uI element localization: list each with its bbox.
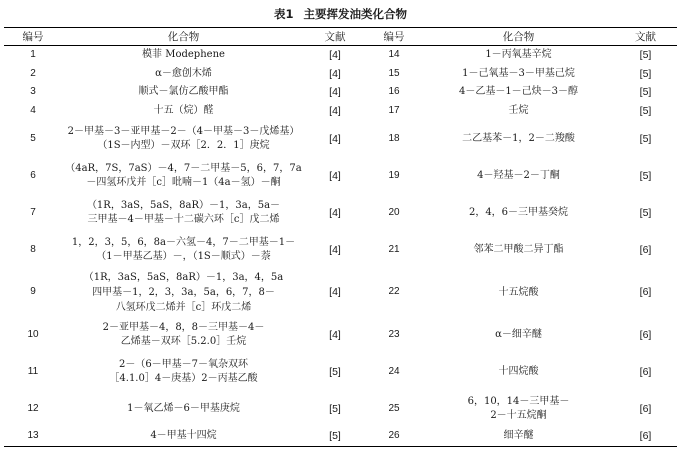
reference: [6]: [639, 328, 652, 341]
header-id-right: 编号: [383, 30, 405, 43]
compound-id: 16: [388, 86, 400, 98]
compound-name: 2，4，6－三甲基癸烷: [468, 206, 569, 218]
table-title: 主要挥发油类化合物: [303, 7, 407, 21]
reference: [4]: [329, 86, 341, 99]
compound-id: 23: [388, 328, 400, 340]
reference: [5]: [639, 206, 652, 219]
table-row: [4, 427, 677, 446]
reference: [5]: [639, 67, 652, 80]
reference: [4]: [329, 132, 341, 145]
table-caption: [0, 6, 681, 22]
compound-name: 十五烷酸: [498, 286, 539, 298]
reference: [6]: [639, 243, 652, 256]
compound-name: 顺式－氯仿乙酸甲酯: [138, 86, 229, 98]
table-row: [4, 157, 677, 194]
compound-name: （1R，3aS，5aS，8aR）－1，3a，4，5a 四甲基－1，2，3，3a，5a，6，7，8－ 八氢环戊二烯并［c］环戊二烯: [83, 271, 284, 313]
compound-id: 22: [388, 286, 400, 297]
compound-name: 壬烷: [508, 104, 529, 116]
compound-name: （4aR，7S，7aS）－4，7－二甲基－5，6，7，7a －四氢环戊并［c］吡喃－1（4a－氢）－酮: [65, 162, 302, 188]
compound-id: 15: [388, 67, 400, 79]
reference: [5]: [329, 365, 341, 378]
header-id-left: 编号: [22, 30, 44, 43]
compound-id: 10: [27, 328, 39, 340]
table-row: [4, 102, 677, 121]
compound-id: 4: [30, 104, 36, 116]
reference: [4]: [329, 49, 341, 62]
table-row: [4, 65, 677, 84]
table-row: [4, 316, 677, 353]
compound-name: α－细辛醚: [495, 328, 542, 340]
compound-id: 21: [388, 243, 400, 255]
compound-name: 1－丙氧基辛烷: [485, 49, 552, 61]
compound-id: 2: [30, 67, 36, 79]
compound-id: 13: [27, 430, 39, 442]
header-ref-left: 文献: [324, 30, 346, 43]
compound-name: 4－羟基－2－丁酮: [477, 169, 560, 181]
compound-id: 19: [388, 169, 400, 181]
compound-id: 18: [388, 132, 400, 144]
reference: [5]: [639, 104, 652, 117]
reference: [5]: [639, 86, 652, 99]
reference: [4]: [329, 169, 341, 182]
table-row: [4, 83, 677, 102]
compound-name: 十五（烷）醛: [153, 104, 214, 116]
header-row: [4, 28, 677, 46]
compound-id: 12: [27, 402, 39, 414]
header-ref-right: 文献: [635, 30, 656, 43]
table-row: [4, 268, 677, 316]
compound-name: 2－甲基－3－亚甲基－2－（4－甲基－3－戊烯基） （1S－内型）－双环［2．2．1］庚烷: [67, 125, 300, 151]
compound-id: 26: [388, 430, 400, 442]
compound-id: 17: [388, 104, 400, 116]
compound-id: 7: [30, 206, 36, 218]
compound-name: 十四烷酸: [498, 365, 539, 377]
reference: [6]: [639, 286, 652, 298]
reference: [5]: [639, 132, 652, 145]
table-row: [4, 231, 677, 268]
compound-name: 邻苯二甲酸二异丁酯: [473, 243, 564, 255]
compound-name: 6，10，14－三甲基－ 2－十五烷酮: [467, 395, 570, 421]
compound-id: 8: [30, 243, 36, 255]
compound-name: 1，2，3，5，6，8a－六氢－4，7－二甲基－1－ （1－甲基乙基）－，（1S－顺式）－萘: [71, 236, 296, 262]
compound-id: 14: [388, 49, 400, 61]
compound-name: 细辛醚: [503, 430, 534, 442]
reference: [4]: [329, 206, 341, 219]
compound-id: 11: [27, 365, 39, 377]
header-compound-right: 化合物: [502, 30, 535, 43]
reference: [4]: [329, 286, 341, 298]
table-row: [4, 353, 677, 390]
compound-id: 1: [30, 49, 36, 61]
compound-name: 1－己氧基－3－甲基己烷: [462, 67, 575, 79]
compound-name: 4－乙基－1－己炔－3－醇: [458, 86, 579, 98]
table-row: [4, 194, 677, 231]
compound-name: 模菲 Modephene: [142, 49, 225, 61]
reference: [6]: [639, 430, 652, 443]
compound-id: 25: [388, 402, 400, 414]
reference: [5]: [329, 402, 341, 415]
compound-id: 5: [30, 132, 36, 144]
compound-name: 2－亚甲基－4，8，8－三甲基－4－ 乙烯基－双环［5.2.0］壬烷: [102, 321, 265, 347]
compound-name: 4－甲基十四烷: [150, 430, 217, 442]
table-number: 表1: [273, 7, 294, 21]
compound-name: α－愈创木烯: [155, 67, 212, 79]
compound-name: （1R，3aS，5aS，8aR）－1，3a，5a－ 三甲基－4－甲基－十二碳六环［c］戊二烯: [86, 199, 281, 225]
compound-name: 二乙基苯－1，2－二羧酸: [462, 132, 575, 144]
table-row: [4, 120, 677, 157]
reference: [6]: [639, 402, 652, 415]
compound-id: 3: [30, 86, 36, 98]
compound-name: 1－氧乙烯－6－甲基庚烷: [127, 402, 240, 414]
table-row: [4, 46, 677, 65]
compound-id: 9: [30, 286, 36, 297]
reference: [5]: [639, 49, 652, 62]
header-compound-left: 化合物: [167, 30, 200, 43]
reference: [6]: [639, 365, 652, 378]
compound-id: 24: [388, 365, 400, 377]
reference: [5]: [639, 169, 652, 182]
compound-name: 2－（6－甲基－7－氧杂双环 ［4.1.0］4－庚基）2－丙基乙酸: [109, 358, 258, 384]
compound-id: 20: [388, 206, 400, 218]
reference: [5]: [329, 430, 341, 443]
reference: [4]: [329, 104, 341, 117]
compound-table: [4, 27, 677, 447]
table-row: [4, 390, 677, 427]
reference: [4]: [329, 328, 341, 341]
reference: [4]: [329, 67, 341, 80]
reference: [4]: [329, 243, 341, 256]
compound-id: 6: [30, 169, 36, 181]
